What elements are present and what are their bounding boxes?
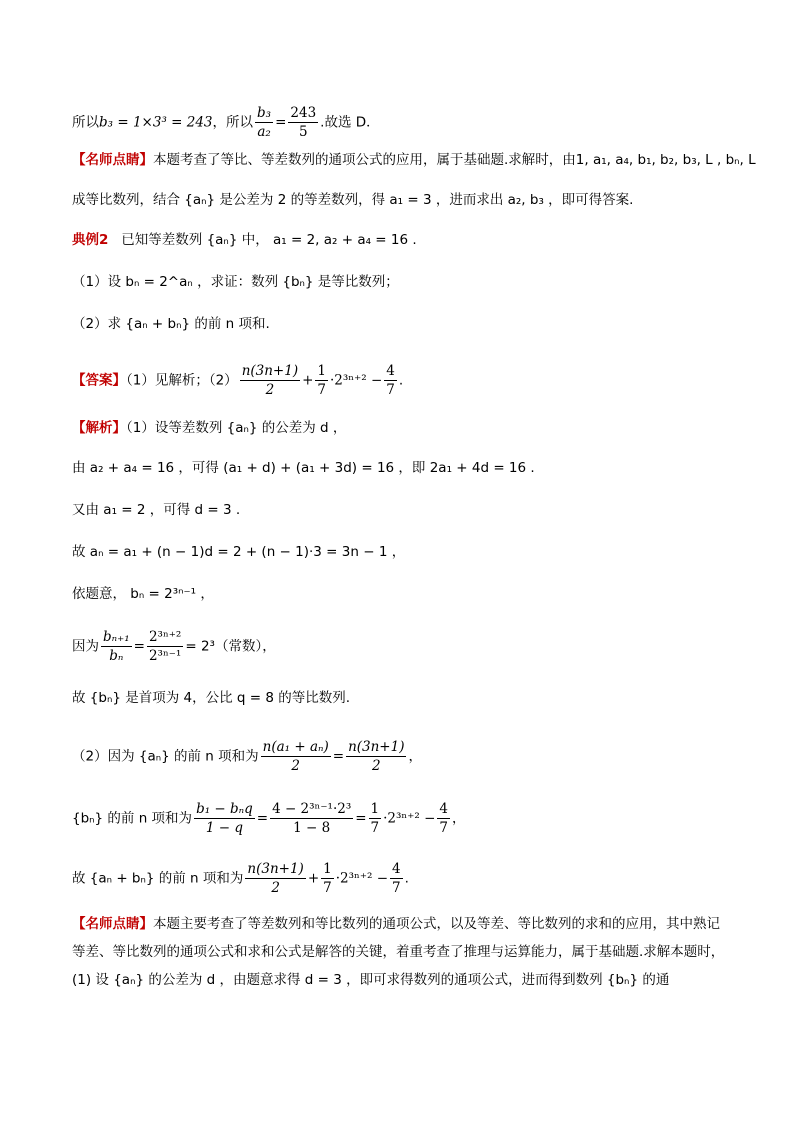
example-text: 已知等差数列 {aₙ} 中， a₁ = 2, a₂ + a₄ = 16 . bbox=[121, 232, 417, 248]
fraction: $\frac{\text{2³ⁿ⁺²}}{\text{2³ⁿ⁻¹}}$ bbox=[148, 629, 182, 664]
equals: = bbox=[275, 114, 287, 131]
solution-line-2 bbox=[72, 458, 535, 478]
solution-text: 故 aₙ = a₁ + (n − 1)d = 2 + (n − 1)·3 = 3n − 1 ， bbox=[72, 544, 406, 560]
formula: b₃ = 1×3³ = 243 bbox=[99, 114, 213, 131]
solution-text: 依题意， bₙ = 2³ⁿ⁻¹ ， bbox=[72, 586, 214, 602]
text: 所以 bbox=[72, 114, 99, 131]
tip-label: 【名师点睛】 bbox=[72, 152, 153, 168]
fraction: $\frac{1}{7}$ bbox=[317, 363, 327, 398]
fraction: $\frac{1}{7}$ bbox=[370, 801, 380, 836]
tip-2-paragraph bbox=[72, 910, 728, 994]
tip-text: 本题考查了等比、等差数列的通项公式的应用，属于基础题.求解时，由1, a₁, a₄, b₁, b₂, b₃, L , bₙ, L bbox=[153, 152, 756, 168]
fraction: $\frac{\text{b₃}}{\text{a₂}}$ bbox=[257, 105, 272, 140]
question-text: （1）设 bₙ = 2^aₙ ，求证：数列 {bₙ} 是等比数列； bbox=[72, 274, 399, 290]
conclusion-line bbox=[72, 104, 380, 141]
fraction: $\frac{n(3n+1)}{2}$ bbox=[348, 739, 405, 774]
example-2-question-2 bbox=[72, 314, 270, 334]
solution-text: 故 {bₙ} 是首项为 4，公比 q = 8 的等比数列. bbox=[72, 690, 351, 706]
solution-line-9: {bₙ} 的前 n 项和为 $\frac{\text{b₁ − bₙq}}{1 - q}$ = $\frac{\text{4 − 2³ⁿ⁻¹·2³}}{1 - 8}$ = $\frac{1}{7}$ ·2³ⁿ⁺² − $\frac{4}{7}$ ， bbox=[72, 801, 466, 836]
fraction: $\frac{n(3n+1)}{2}$ bbox=[247, 861, 304, 896]
solution-line-4 bbox=[72, 542, 405, 562]
answer-line: 【答案】（1）见解析；（2） $\frac{n(3n+1)}{2}$ + $\frac{1}{7}$ ·2³ⁿ⁺² − $\frac{4}{7}$ . bbox=[72, 363, 404, 398]
text: ，所以 bbox=[212, 114, 254, 131]
tip-text: 成等比数列，结合 {aₙ} 是公差为 2 的等差数列，得 a₁ = 3 ，进而求出 a₂, b₃ ，即可得答案. bbox=[72, 192, 634, 208]
fraction: $\frac{\text{b₁ − bₙq}}{1 - q}$ bbox=[196, 801, 253, 836]
solution-line-7 bbox=[72, 688, 350, 708]
answer-label: 【答案】 bbox=[72, 372, 126, 389]
answer-text: （1）见解析；（2） bbox=[126, 372, 238, 389]
fraction: $\frac{n(3n+1)}{2}$ bbox=[241, 363, 299, 398]
solution-line-5 bbox=[72, 584, 214, 604]
tip-label: 【名师点睛】 bbox=[72, 916, 153, 932]
example-2-question-1 bbox=[72, 272, 399, 292]
fraction: $\frac{4}{7}$ bbox=[439, 801, 449, 836]
text: .故选 D． bbox=[320, 114, 380, 131]
example-label: 典例2 bbox=[72, 232, 109, 248]
solution-label: 【解析】 bbox=[72, 420, 126, 436]
fraction: $\frac{4}{7}$ bbox=[392, 861, 401, 896]
fraction: $\frac{\text{n(a₁ + aₙ)}}{2}$ bbox=[262, 739, 329, 774]
fraction: $\frac{\text{4 − 2³ⁿ⁻¹·2³}}{1 - 8}$ bbox=[272, 801, 352, 836]
tip-1-line-2 bbox=[72, 190, 633, 210]
tip-1-line-1 bbox=[72, 150, 756, 170]
fraction: $\frac{243}{5}$ bbox=[290, 105, 317, 140]
solution-line-3 bbox=[72, 500, 240, 520]
fraction: $\frac{1}{7}$ bbox=[323, 861, 332, 896]
solution-line-8: （2）因为 {aₙ} 的前 n 项和为 $\frac{\text{n(a₁ + aₙ)}}{2}$ = $\frac{n(3n+1)}{2}$ ， bbox=[72, 739, 422, 774]
tip-text: 本题主要考查了等差数列和等比数列的通项公式，以及等差、等比数列的求和的应用，其中熟记等差、等比数列的通项公式和求和公式是解答的关键，着重考查了推理与运算能力，属于基础题.求解本题时，(1) 设 {aₙ} 的公差为 d ，由题意求得 d = 3 ，即可求得数列的通项公式，进而得到数列 {bₙ} 的通 bbox=[72, 916, 725, 988]
solution-text: 又由 a₁ = 2 ，可得 d = 3 . bbox=[72, 502, 241, 518]
example-2-statement bbox=[72, 230, 417, 250]
solution-text: 由 a₂ + a₄ = 16 ，可得 (a₁ + d) + (a₁ + 3d) = 16 ，即 2a₁ + 4d = 16 . bbox=[72, 460, 535, 476]
solution-line-10: 故 {aₙ + bₙ} 的前 n 项和为 $\frac{n(3n+1)}{2}$ + $\frac{1}{7}$ ·2³ⁿ⁺² − $\frac{4}{7}$ . bbox=[72, 861, 409, 896]
fraction: $\frac{\text{bₙ₊₁}}{\text{bₙ}}$ bbox=[103, 629, 130, 664]
question-text: （2）求 {aₙ + bₙ} 的前 n 项和. bbox=[72, 316, 270, 332]
fraction: $\frac{4}{7}$ bbox=[386, 363, 395, 398]
solution-line-1 bbox=[72, 418, 346, 438]
solution-line-6: 因为 $\frac{\text{bₙ₊₁}}{\text{bₙ}}$ = $\frac{\text{2³ⁿ⁺²}}{\text{2³ⁿ⁻¹}}$ = 2³（常数）， bbox=[72, 629, 276, 664]
solution-text: （1）设等差数列 {aₙ} 的公差为 d ， bbox=[126, 420, 347, 436]
